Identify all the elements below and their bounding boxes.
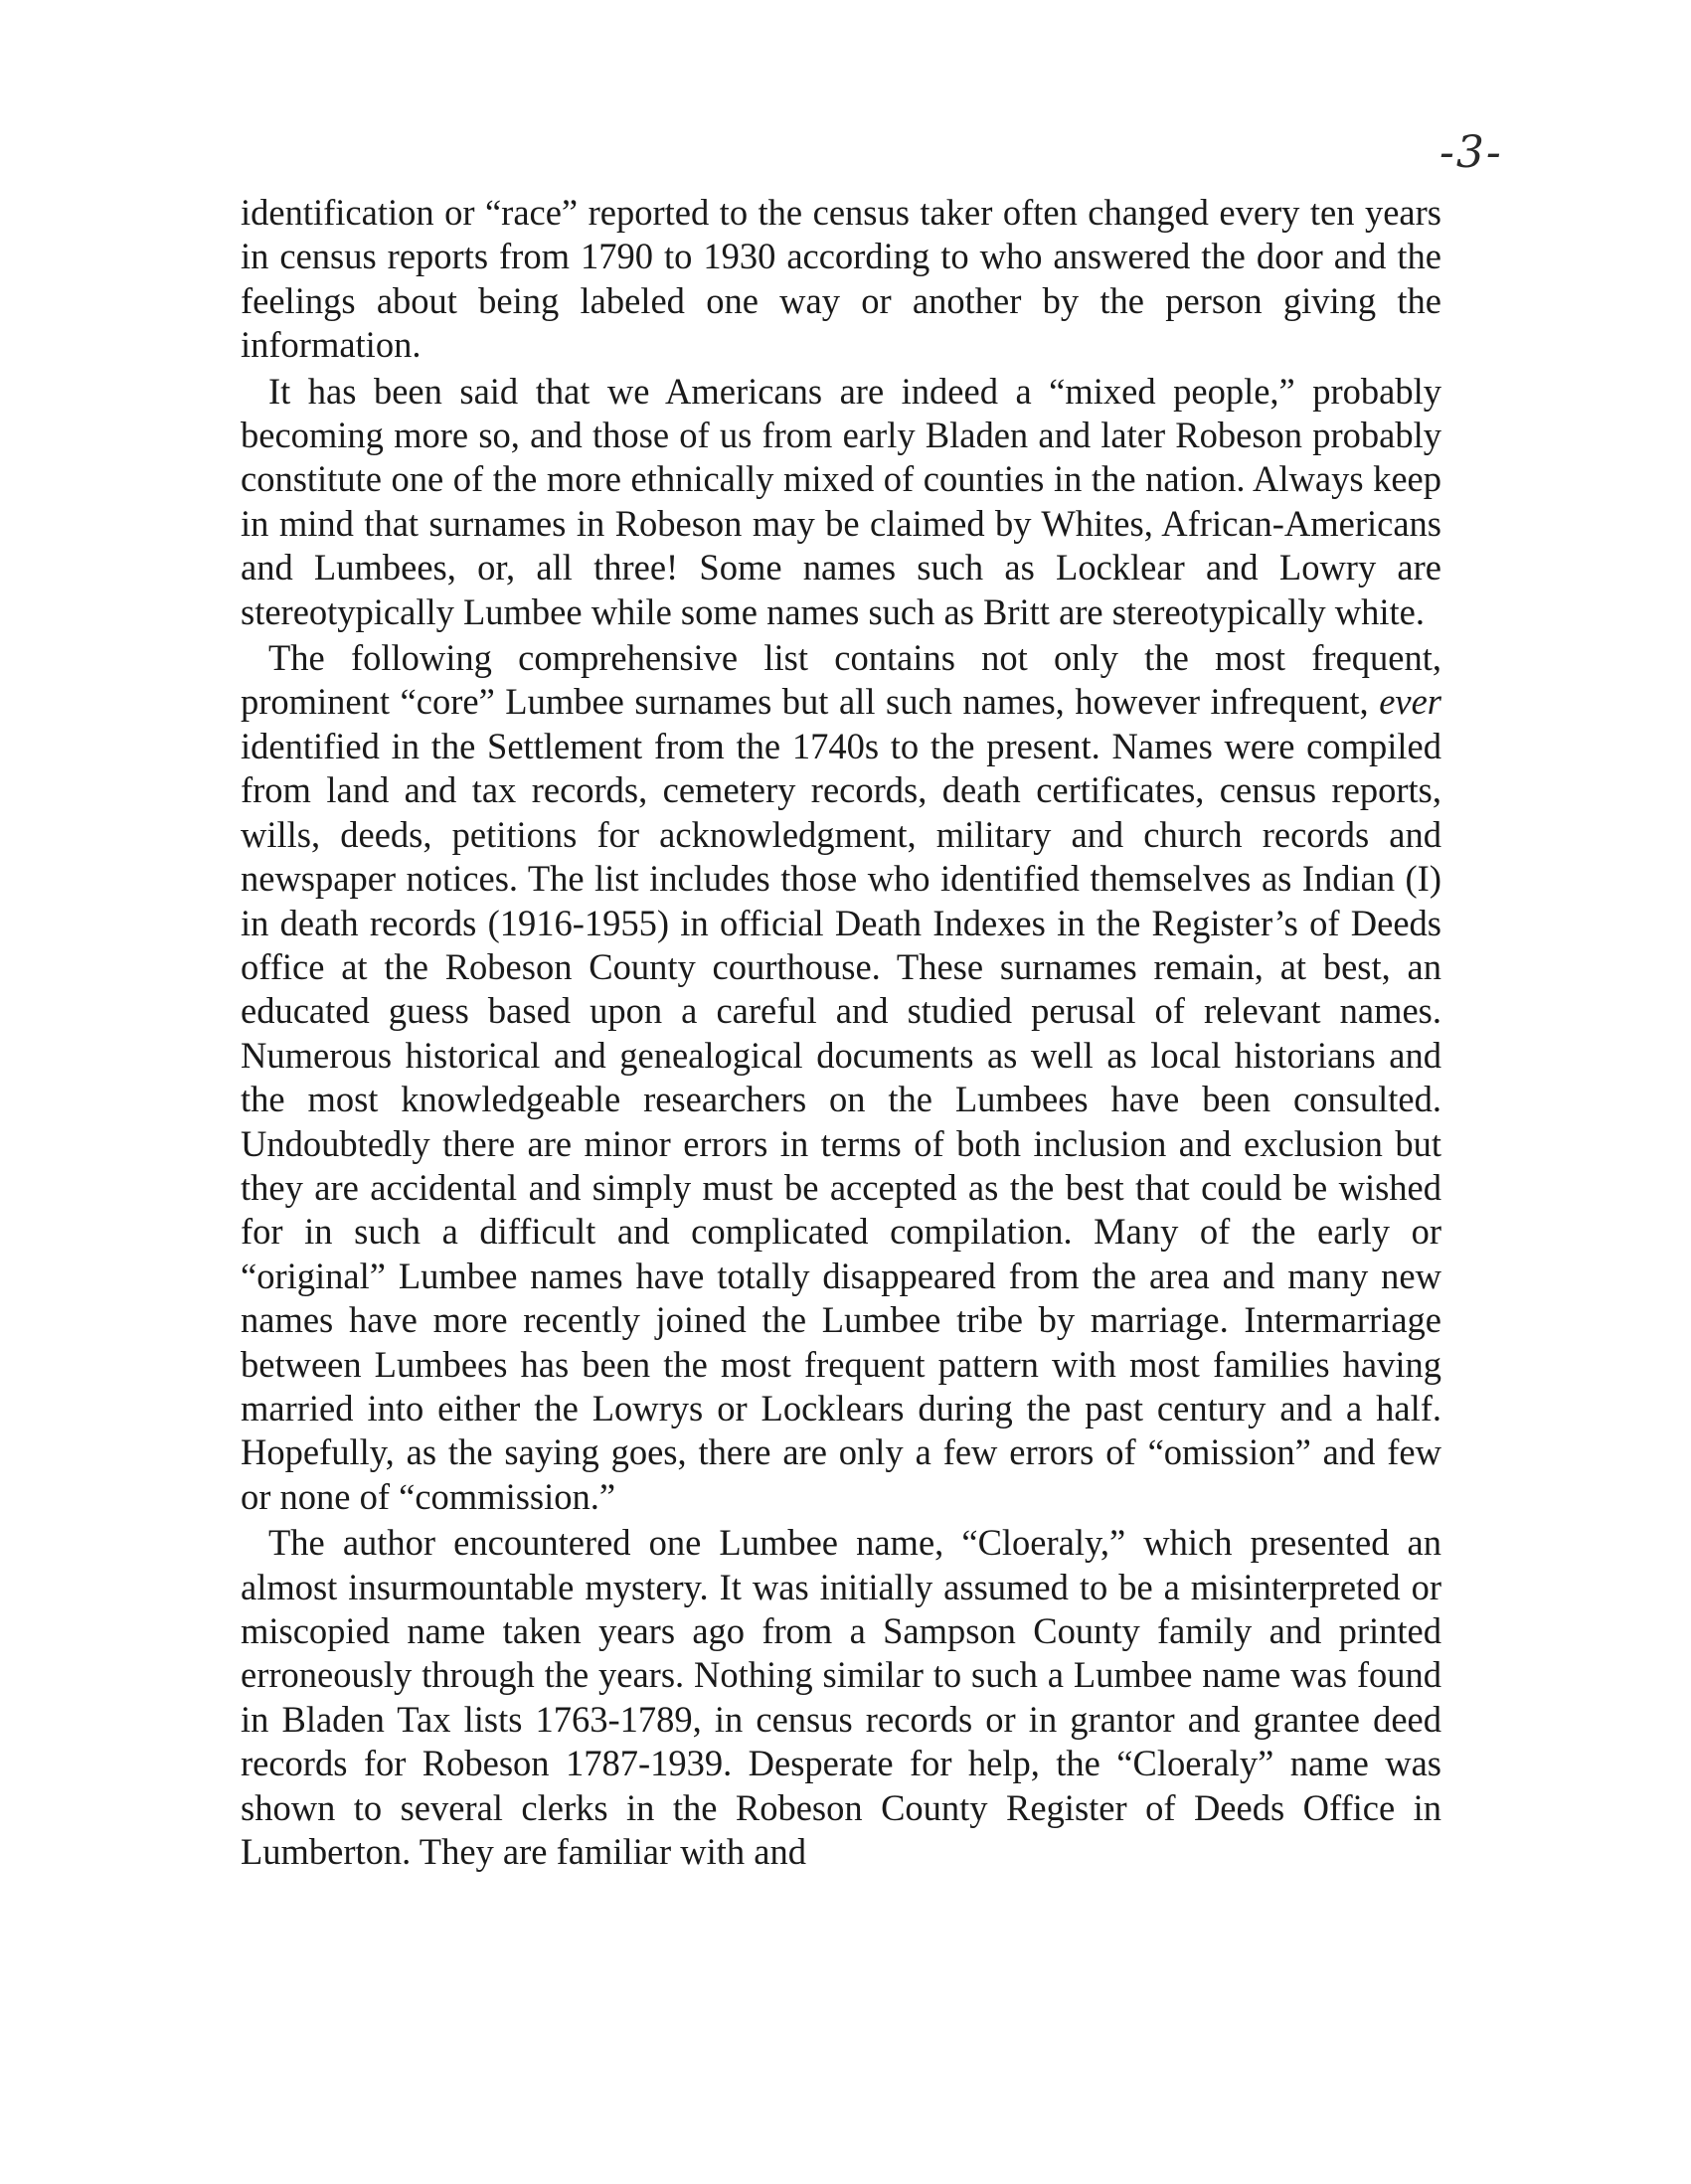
paragraph-lead-text: The following comprehensive list contains not only the most frequent, prominent “core” Lumbee surnames but all such names, however infrequent, [241, 637, 1441, 723]
paragraph-rest-text: identified in the Settlement from the 1740s to the present. Names were compiled from land and tax records, cemetery records, death certificates, census reports, wills, deeds, petitions for acknowledgment, military and church records and newspaper notices. The list includes those who identified themselves as Indian (I) in death records (1916-1955) in official Death Indexes in the Register’s of Deeds office at the Robeson County courthouse. These surnames remain, at best, an educated guess based upon a careful and studied perusal of relevant names. Numerous historical and genealogical documents as well as local historians and the most knowledgeable researchers on the Lumbees have been consulted. Undoubtedly there are minor errors in terms of both inclusion and exclusion but they are accidental and simply must be accepted as the best that could be wished for in such a difficult and complicated compilation. Many of the early or “original” Lumbee names have totally disappeared from the area and many new names have more recently joined the Lumbee tribe by marriage. Intermarriage between Lumbees has been the most frequent pattern with most families having married into either the Lowrys or Locklears during the past century and a half. Hopefully, as the saying goes, there are only a few errors of “omission” and few or none of “commission.” [241, 725, 1441, 1517]
document-body [241, 191, 1441, 1874]
paragraph-census-identification: identification or “race” reported to the census taker often changed every ten years in census reports from 1790 to 1930 according to who answered the door and the feelings about being labeled one way or another by the person giving the information. [241, 192, 1441, 366]
page-number: -3- [1439, 127, 1503, 178]
paragraph-comprehensive-list [241, 636, 1441, 1519]
paragraph-cloeraly-mystery: The author encountered one Lumbee name, “Cloeraly,” which presented an almost insurmountable mystery. It was initially assumed to be a misinterpreted or miscopied name taken years ago from a Sampson County family and printed erroneously through the years. Nothing similar to such a Lumbee name was found in Bladen Tax lists 1763-1789, in census records or in grantor and grantee deed records for Robeson 1787-1939. Desperate for help, the “Cloeraly” name was shown to several clerks in the Robeson County Register of Deeds Office in Lumberton. They are familiar with and [241, 1522, 1441, 1873]
emphasis-word: ever [1379, 681, 1442, 723]
paragraph-mixed-people: It has been said that we Americans are indeed a “mixed people,” probably becoming more so, and those of us from early Bladen and later Robeson probably constitute one of the more ethnically mixed of counties in the nation. Always keep in mind that surnames in Robeson may be claimed by Whites, African-Americans and Lumbees, or, all three! Some names such as Locklear and Lowry are stereotypically Lumbee while some names such as Britt are stereotypically white. [241, 370, 1441, 632]
